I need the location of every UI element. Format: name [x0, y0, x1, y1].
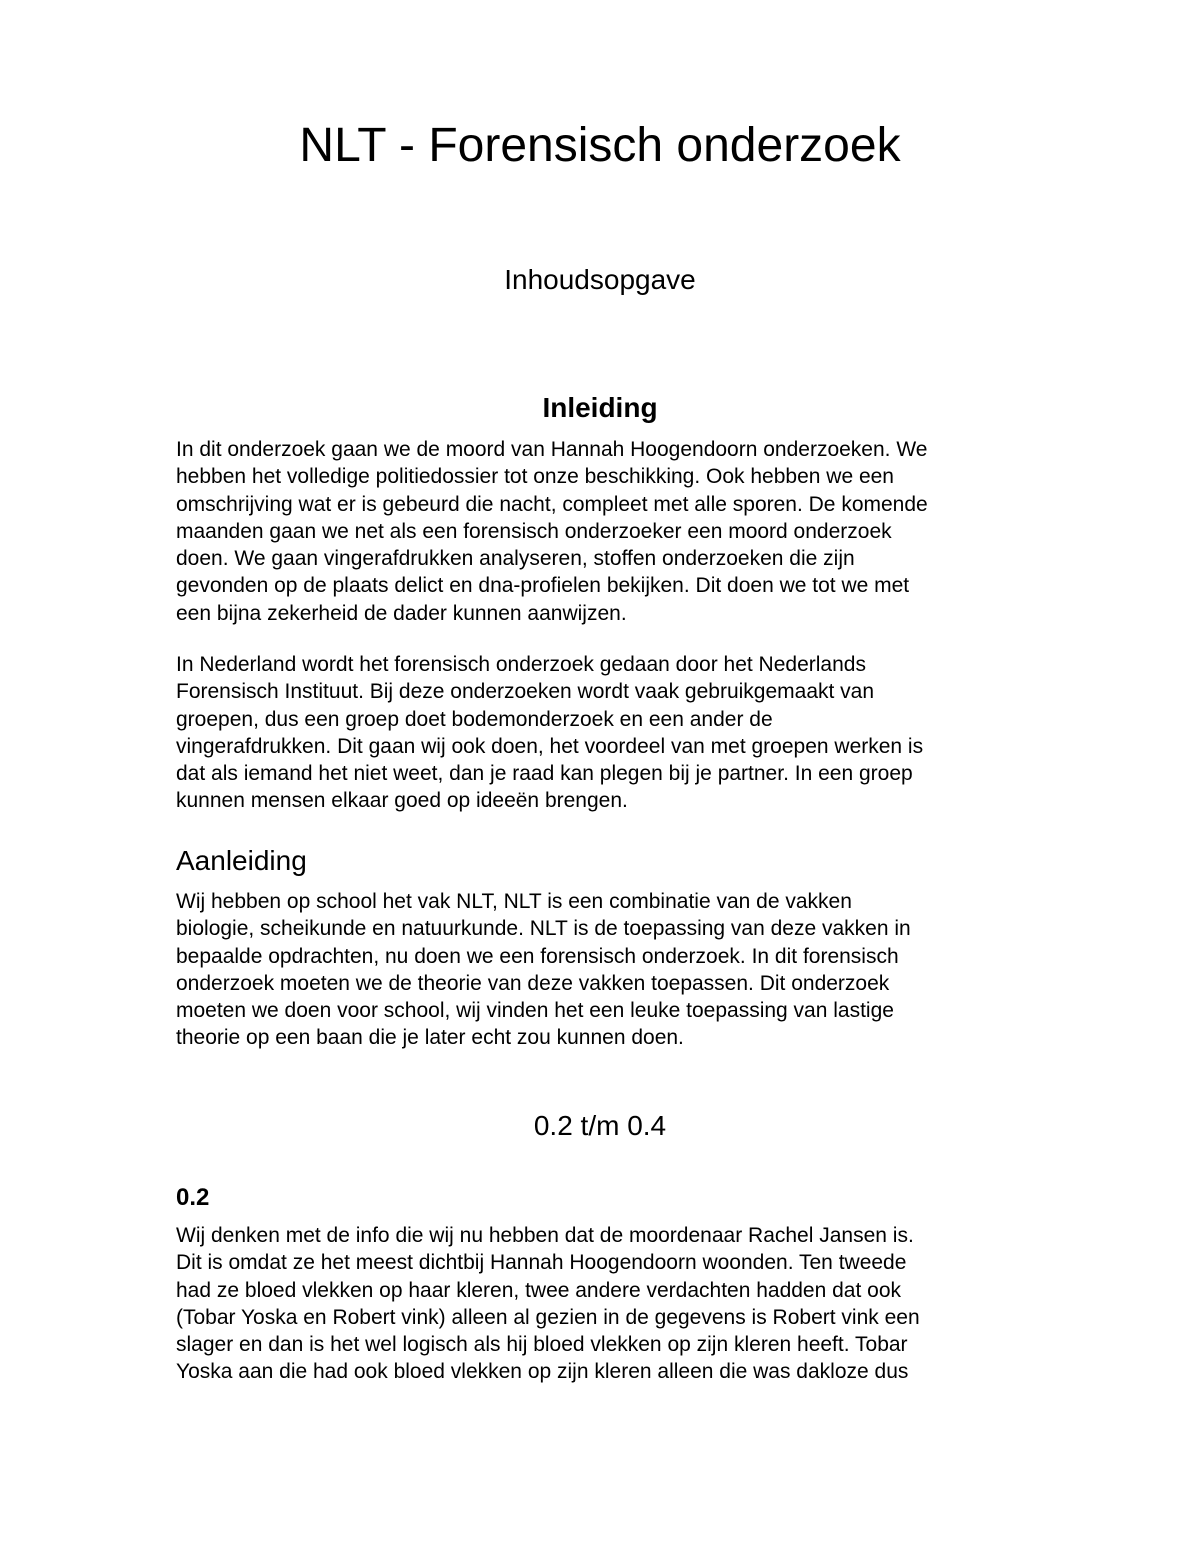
- text-line: doen. We gaan vingerafdrukken analyseren, stoffen onderzoeken die zijn: [176, 547, 855, 571]
- section-heading-aanleiding: Aanleiding: [176, 845, 307, 876]
- text-line: maanden gaan we net als een forensisch onderzoeker een moord onderzoek: [176, 519, 892, 543]
- text-line: vingerafdrukken. Dit gaan wij ook doen, het voordeel van met groepen werken is: [176, 734, 924, 758]
- text-line: omschrijving wat er is gebeurd die nacht, compleet met alle sporen. De komende: [176, 492, 928, 516]
- text-line: Yoska aan die had ook bloed vlekken op zijn kleren alleen die was dakloze dus: [176, 1360, 909, 1384]
- text-line: Forensisch Instituut. Bij deze onderzoeken wordt vaak gebruikgemaakt van: [176, 680, 875, 704]
- text-line: biologie, scheikunde en natuurkunde. NLT is de toepassing van deze vakken in: [176, 917, 911, 941]
- text-line: theorie op een baan die je later echt zou kunnen doen.: [176, 1026, 684, 1050]
- section-heading-0-2: 0.2: [176, 1184, 210, 1211]
- toc-heading: Inhoudsopgave: [504, 264, 696, 295]
- text-line: Wij denken met de info die wij nu hebben dat de moordenaar Rachel Jansen is.: [176, 1224, 914, 1247]
- inleiding-paragraph-2: [176, 651, 1036, 815]
- section-heading-inleiding: Inleiding: [542, 392, 658, 423]
- text-line: groepen, dus een groep doet bodemonderzoek en een ander de: [176, 707, 773, 731]
- text-line: slager en dan is het wel logisch als hij bloed vlekken op zijn kleren heeft. Tobar: [176, 1333, 908, 1357]
- document-title: NLT - Forensisch onderzoek: [299, 119, 901, 172]
- text-line: Dit is omdat ze het meest dichtbij Hannah Hoogendoorn woonden. Ten tweede: [176, 1251, 907, 1275]
- text-line: dat als iemand het niet weet, dan je raad kan plegen bij je partner. In een groep: [176, 762, 913, 786]
- text-line: (Tobar Yoska en Robert vink) alleen al gezien in de gegevens is Robert vink een: [176, 1305, 920, 1329]
- text-line: moeten we doen voor school, wij vinden het een leuke toepassing van lastige: [176, 999, 894, 1023]
- aanleiding-paragraph: [176, 888, 1036, 1052]
- section-0-2-paragraph: [176, 1222, 1036, 1386]
- text-line: kunnen mensen elkaar goed op ideeën brengen.: [176, 789, 628, 813]
- text-line: hebben het volledige politiedossier tot onze beschikking. Ook hebben we een: [176, 465, 894, 489]
- inleiding-paragraph-1: [176, 436, 1036, 627]
- section-heading-range: 0.2 t/m 0.4: [533, 1110, 667, 1141]
- text-line: een bijna zekerheid de dader kunnen aanwijzen.: [176, 601, 627, 625]
- text-line: gevonden op de plaats delict en dna-profielen bekijken. Dit doen we tot we met: [176, 574, 910, 598]
- text-line: In Nederland wordt het forensisch onderzoek gedaan door het Nederlands: [176, 653, 866, 676]
- text-line: onderzoek moeten we de theorie van deze vakken toepassen. Dit onderzoek: [176, 971, 890, 995]
- text-line: In dit onderzoek gaan we de moord van Hannah Hoogendoorn onderzoeken. We: [176, 438, 928, 461]
- text-line: Wij hebben op school het vak NLT, NLT is een combinatie van de vakken: [176, 890, 852, 913]
- text-line: bepaalde opdrachten, nu doen we een forensisch onderzoek. In dit forensisch: [176, 944, 899, 968]
- text-line: had ze bloed vlekken op haar kleren, twee andere verdachten hadden dat ook: [176, 1278, 902, 1302]
